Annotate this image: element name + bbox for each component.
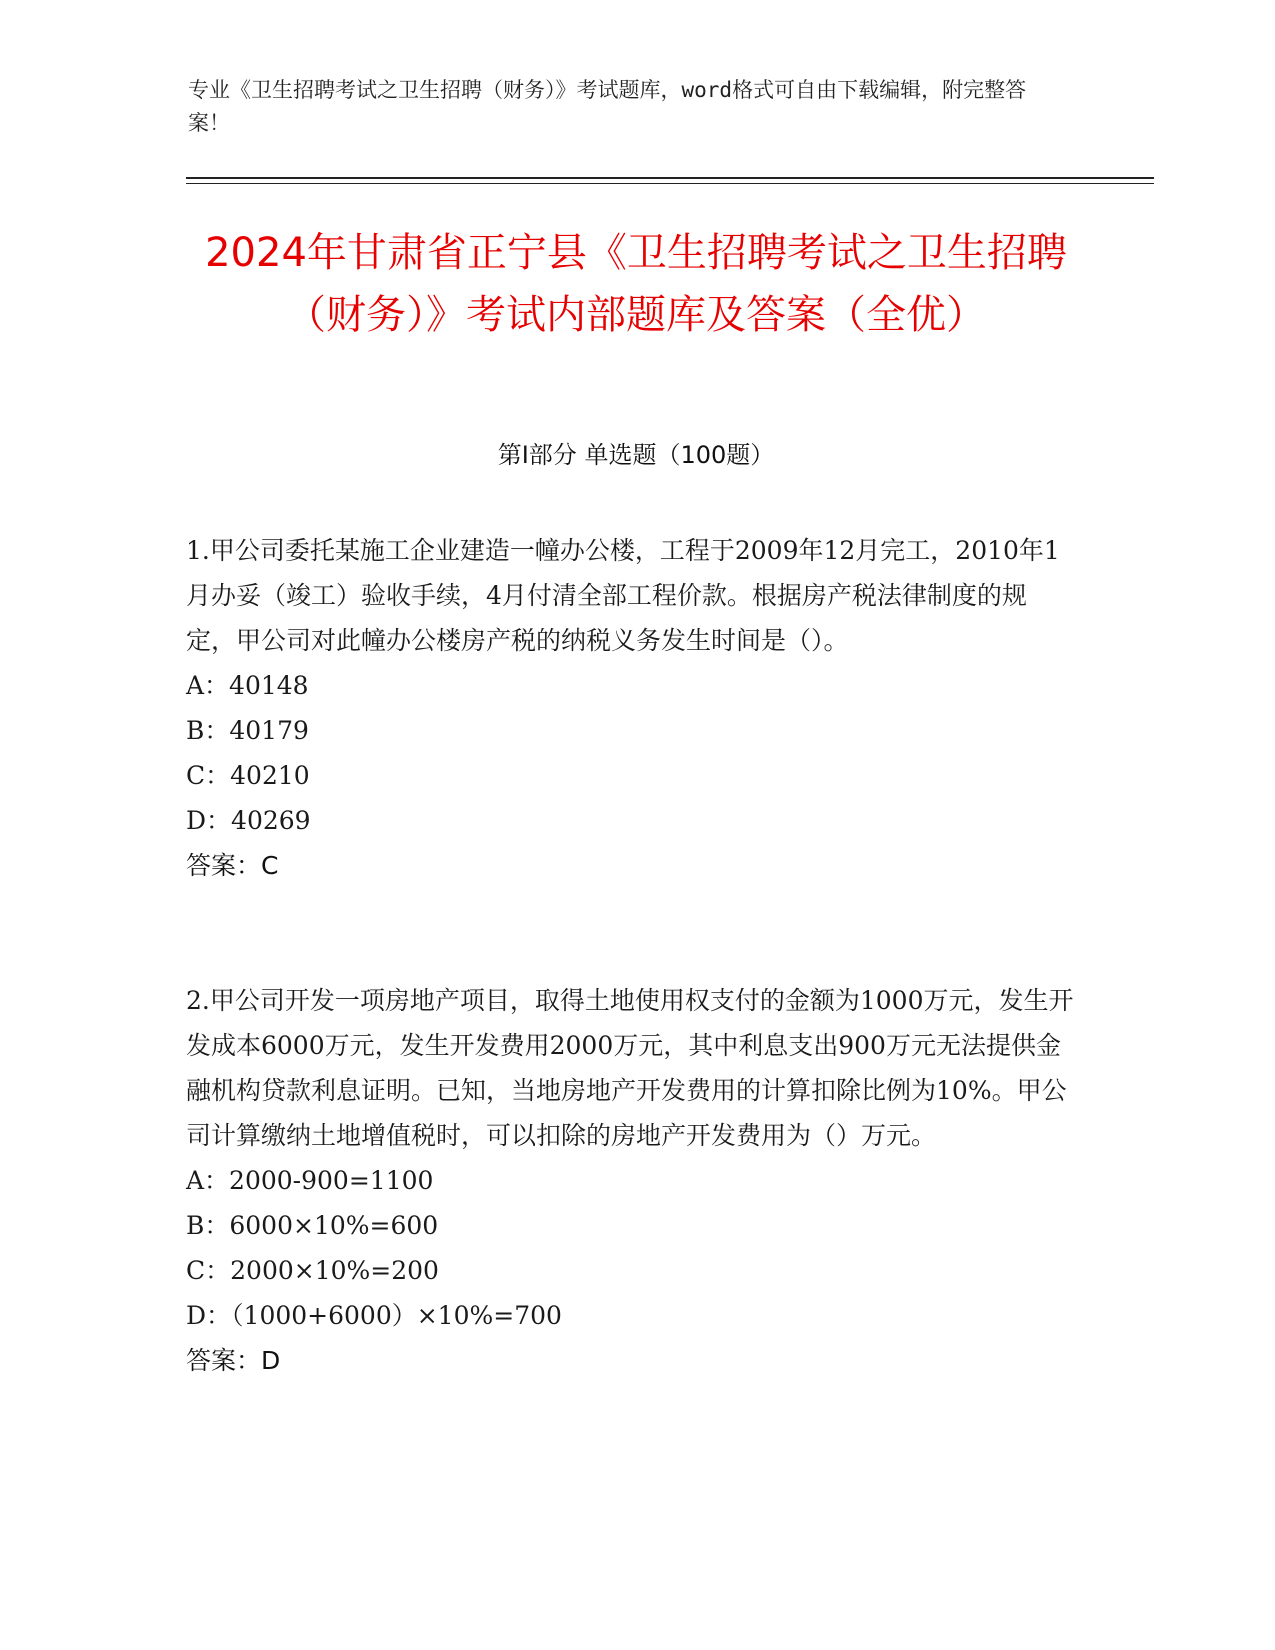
option-c: C：2000×10%=200 — [186, 1256, 439, 1285]
question-1 — [186, 528, 1076, 888]
header-note: 专业《卫生招聘考试之卫生招聘（财务）》考试题库，word格式可自由下载编辑，附完整答案！ — [188, 78, 1027, 135]
question-stem: 2.甲公司开发一项房地产项目，取得土地使用权支付的金额为1000万元，发生开发成本6000万元，发生开发费用2000万元，其中利息支出900万元无法提供金融机构贷款利息证明。已知，当地房地产开发费用的计算扣除比例为10%。甲公司计算缴纳土地增值税时，可以扣除的房地产开发费用为（）万元。 — [186, 986, 1074, 1150]
document-title: 2024年甘肃省正宁县《卫生招聘考试之卫生招聘（财务）》考试内部题库及答案（全优） — [205, 230, 1067, 338]
option-d: D：40269 — [186, 806, 311, 835]
question-stem: 1.甲公司委托某施工企业建造一幢办公楼，工程于2009年12月完工，2010年1月办妥（竣工）验收手续，4月付清全部工程价款。根据房产税法律制度的规定，甲公司对此幢办公楼房产税的纳税义务发生时间是（）。 — [186, 536, 1060, 655]
header-divider-thin — [186, 183, 1154, 184]
answer: 答案：D — [186, 1346, 281, 1375]
section-heading: 第Ⅰ部分 单选题（100题） — [497, 441, 775, 469]
option-a: A：2000-900=1100 — [186, 1166, 434, 1195]
option-a: A：40148 — [186, 671, 309, 700]
answer: 答案：C — [186, 851, 279, 880]
option-c: C：40210 — [186, 761, 310, 790]
header-divider-thick — [186, 177, 1154, 179]
question-2 — [186, 978, 1076, 1383]
option-d: D：（1000+6000）×10%=700 — [186, 1301, 562, 1330]
option-b: B：6000×10%=600 — [186, 1211, 439, 1240]
option-b: B：40179 — [186, 716, 309, 745]
